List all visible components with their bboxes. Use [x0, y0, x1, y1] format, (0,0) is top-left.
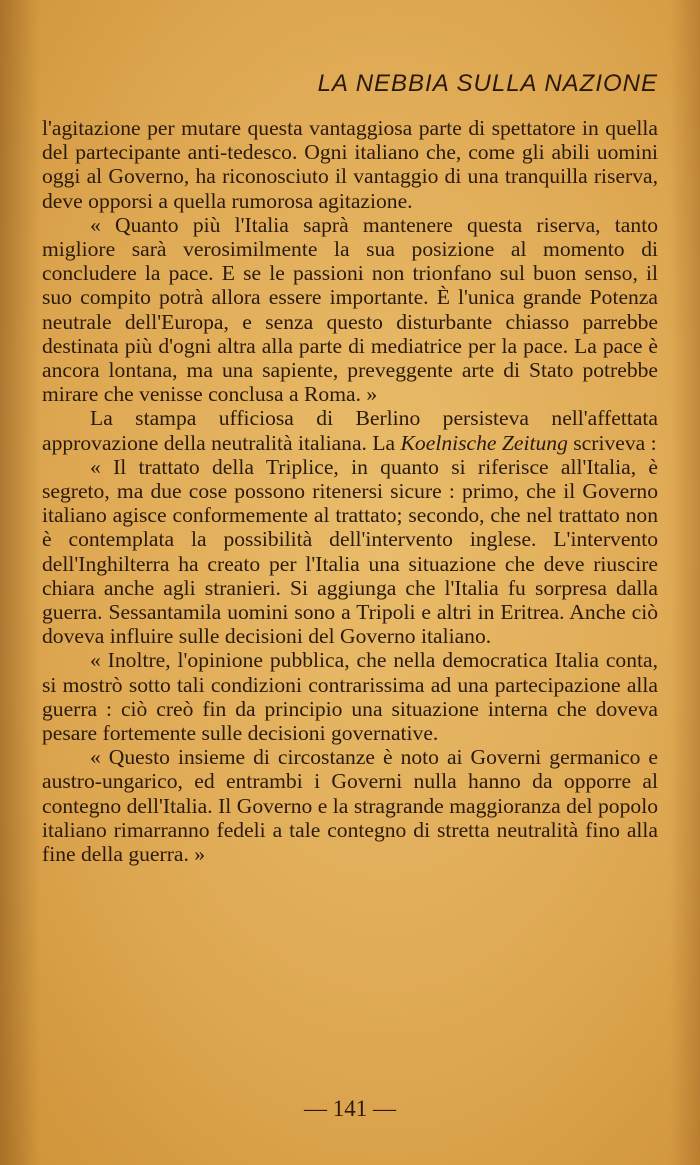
running-head: LA NEBBIA SULLA NAZIONE: [317, 70, 658, 97]
paragraph: [42, 406, 658, 454]
paragraph-text: scriveva :: [567, 430, 657, 455]
paragraph: « Questo insieme di circostanze è noto ai Governi germanico e austro-ungarico, ed entrambi i Governi nulla hanno da opporre al contegno dell'Italia. Il Governo e la stragrande maggioranza del popolo italiano rimarranno fedeli a tale contegno di stretta neutralità fino alla fine della guerra. »: [42, 745, 658, 867]
paragraph: l'agitazione per mutare questa vantaggiosa parte di spettatore in quella del partecipante anti-tedesco. Ogni italiano che, come gli abili uomini oggi al Governo, ha riconosciuto il vantaggio di una tranquilla riserva, deve opporsi a quella rumorosa agitazione.: [42, 116, 658, 213]
paragraph: « Inoltre, l'opinione pubblica, che nella democratica Italia conta, si mostrò sotto tali condizioni contrarissima ad una partecipazione alla guerra : ciò creò fin da principio una situazione interna che doveva pesare fortemente sulle decisioni governative.: [42, 648, 658, 746]
newspaper-title: Koelnische Zeitung: [400, 430, 568, 455]
paragraph: « Il trattato della Triplice, in quanto si riferisce all'Italia, è segreto, ma due cose possono ritenersi sicure : primo, che il Governo italiano agisce conformemente al trattato; secondo, che nel trattato non è contemplata la possibilità dell'intervento inglese. L'intervento dell'Inghilterra ha creato per l'Italia una situazione che deve riuscire chiara anche agli stranieri. Si aggiunga che l'Italia fu sorpresa dalla guerra. Sessantamila uomini sono a Tripoli e altri in Eritrea. Anche ciò doveva influire sulle decisioni del Governo italiano.: [42, 454, 658, 649]
paragraph-text: La stampa ufficiosa di Berlino persisteva nell'affettata approvazione della neutralità italiana. La: [42, 406, 658, 455]
body-text: [42, 116, 658, 866]
paragraph: « Quanto più l'Italia saprà mantenere questa riserva, tanto migliore sarà verosimilmente la sua posizione al momento di concludere la pace. E se le passioni non trionfano sul buon senso, il suo compito potrà allora essere importante. È l'unica grande Potenza neutrale dell'Europa, e senza questo disturbante chiasso parrebbe destinata più d'ogni altra alla parte di mediatrice per la pace. La pace è ancora lontana, ma una sapiente, preveggente arte di Stato potrebbe mirare che venisse conclusa a Roma. »: [42, 212, 658, 407]
page-number: — 141 —: [304, 1096, 396, 1121]
